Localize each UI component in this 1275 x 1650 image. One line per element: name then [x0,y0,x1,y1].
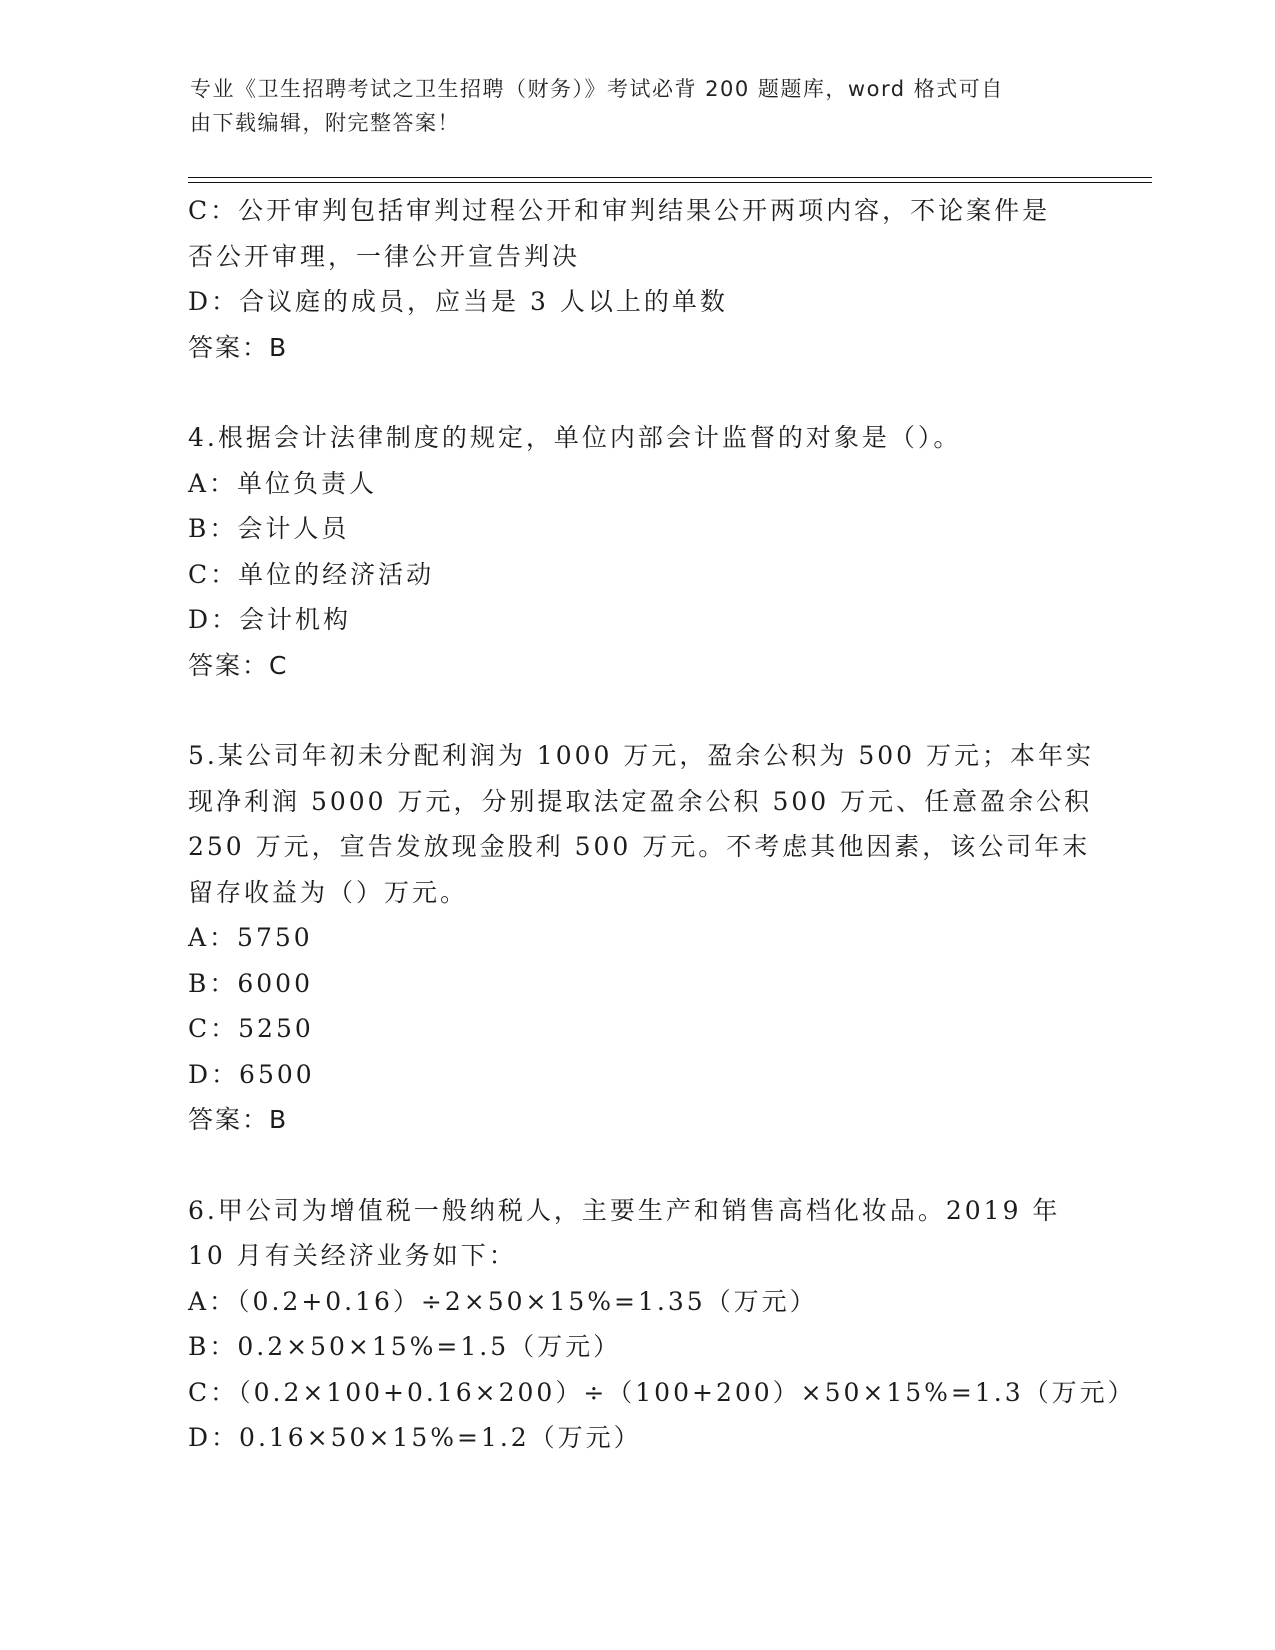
document-header [190,72,1070,140]
q4-answer: 答案：C [188,650,289,680]
header-divider-top [188,177,1152,178]
q6-option-a: A：（0.2+0.16）÷2×50×15%=1.35（万元） [188,1286,818,1316]
q5-stem-line-4: 留存收益为（）万元。 [188,877,469,907]
header-line-1: 专业《卫生招聘考试之卫生招聘（财务）》考试必背 200 题题库，word 格式可自 [190,77,1004,101]
q3-answer: 答案：B [188,332,289,362]
q6-stem-line-2: 10 月有关经济业务如下： [188,1241,517,1270]
question-content [188,188,1136,1461]
q5-option-d: D：6500 [188,1059,315,1089]
q4-option-a: A：单位负责人 [188,468,378,498]
q4-option-b: B：会计人员 [188,514,350,543]
header-line-2: 由下载编辑，附完整答案！ [190,111,460,135]
q5-stem-line-3: 250 万元，宣告发放现金股利 500 万元。不考虑其他因素，该公司年末 [188,832,1091,861]
q3-option-c-line-1: C：公开审判包括审判过程公开和审判结果公开两项内容，不论案件是 [188,196,1051,225]
q6-option-d: D：0.16×50×15%=1.2（万元） [188,1423,642,1452]
q5-option-a: A：5750 [188,923,313,952]
q3-option-d: D：合议庭的成员，应当是 3 人以上的单数 [188,287,728,316]
question-6 [188,1188,1136,1461]
q3-option-c-line-2: 否公开审理，一律公开宣告判决 [188,241,581,271]
spacer [188,688,1088,733]
q6-option-b: B：0.2×50×15%=1.5（万元） [188,1332,622,1361]
q5-stem-line-1: 5.某公司年初未分配利润为 1000 万元，盈余公积为 500 万元；本年实 [188,741,1094,770]
q4-option-c: C：单位的经济活动 [188,559,435,589]
q5-option-b: B：6000 [188,968,313,998]
question-5 [188,733,1094,1143]
q6-stem-line-1: 6.甲公司为增值税一般纳税人，主要生产和销售高档化妆品。2019 年 [188,1195,1061,1225]
header-divider-bottom [188,182,1152,183]
spacer [188,1143,1088,1188]
question-3-tail [188,188,1088,370]
q6-option-c: C：（0.2×100+0.16×200）÷（100+200）×50×15%=1.3（万元） [188,1377,1136,1407]
question-4 [188,415,1088,688]
q5-answer: 答案：B [188,1105,289,1134]
q4-option-d: D：会计机构 [188,605,352,634]
q4-stem: 4.根据会计法律制度的规定，单位内部会计监督的对象是（）。 [188,423,962,452]
q5-stem-line-2: 现净利润 5000 万元，分别提取法定盈余公积 500 万元、任意盈余公积 [188,786,1093,816]
spacer [188,370,1088,415]
q5-option-c: C：5250 [188,1014,314,1043]
